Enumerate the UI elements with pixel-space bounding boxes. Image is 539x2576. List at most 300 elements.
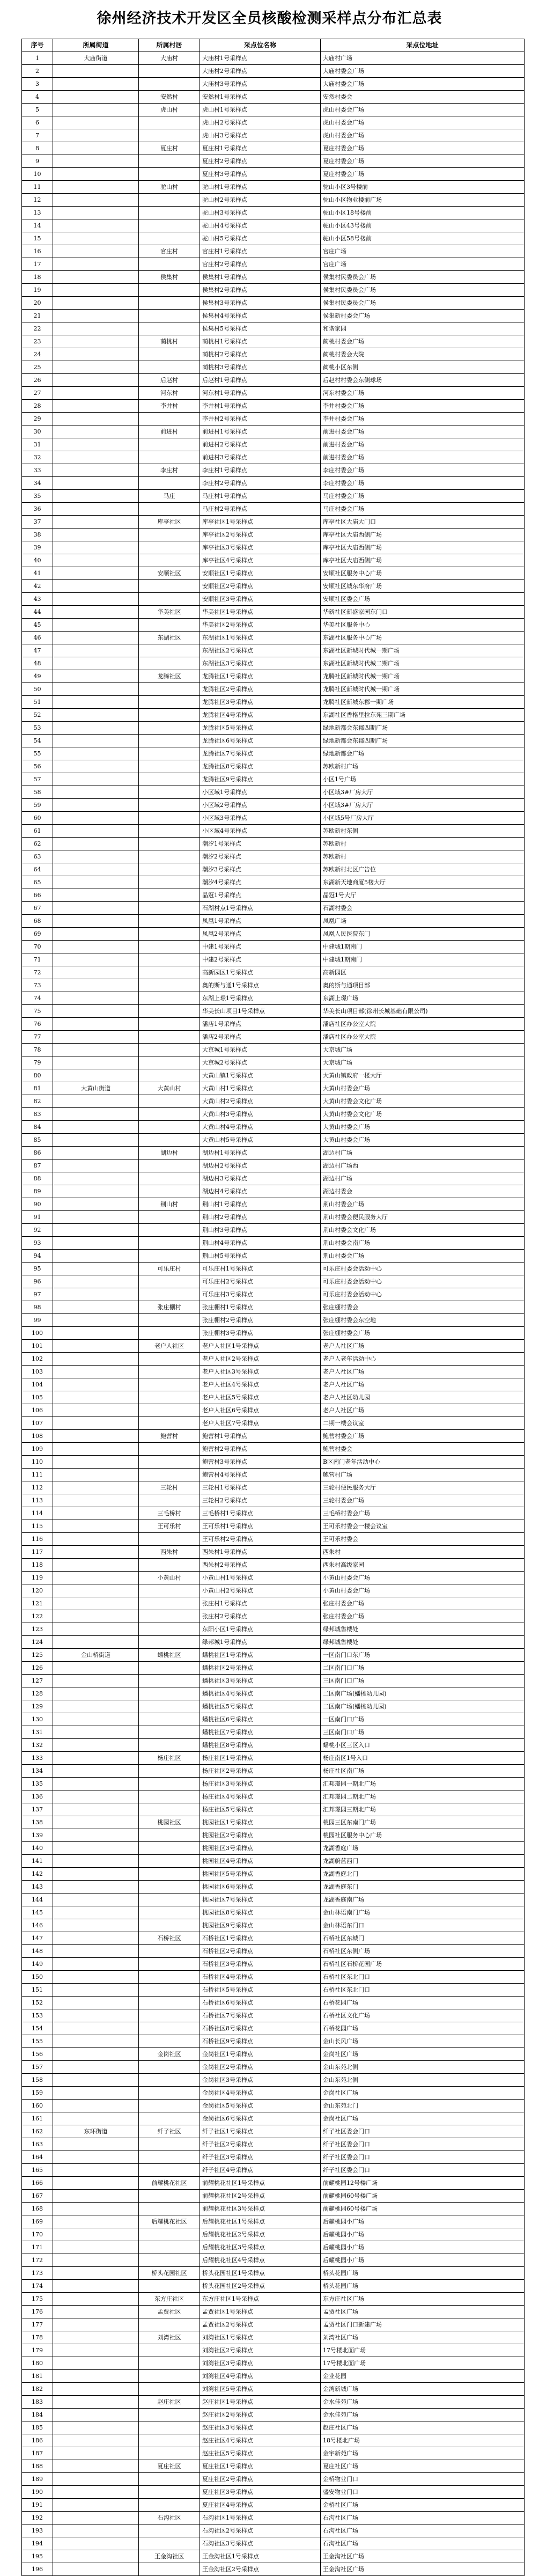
cell-village <box>139 1610 200 1623</box>
cell-point-name: 驼山村4号采样点 <box>200 219 321 232</box>
table-row <box>22 2293 525 2306</box>
cell-village <box>139 2203 200 2215</box>
table-row <box>22 1971 525 1984</box>
cell-village <box>139 65 200 78</box>
cell-street <box>53 310 139 322</box>
table-row <box>22 1005 525 1018</box>
cell-point-address: 龙湖香庭南广场 <box>321 1894 525 1906</box>
cell-point-address: 夏庄社区广场 <box>321 2460 525 2473</box>
cell-street <box>53 2138 139 2151</box>
table-row <box>22 1353 525 1366</box>
cell-street <box>53 1185 139 1198</box>
cell-point-address: 纤子社区委会门口 <box>321 2164 525 2177</box>
cell-point-name: 赵庄社区4号采样点 <box>200 2434 321 2447</box>
cell-point-address: 桃园三区东南门广场 <box>321 1816 525 1829</box>
cell-point-address: 王可乐村委会一楼会议室 <box>321 1520 525 1533</box>
cell-street <box>53 953 139 966</box>
cell-point-address: 驼山小区3号楼前 <box>321 181 525 194</box>
cell-point-name: 夏庄村3号采样点 <box>200 168 321 181</box>
cell-point-address: 潘店社区办公室大院 <box>321 1031 525 1044</box>
header-serial: 序号 <box>22 39 53 52</box>
cell-village <box>139 116 200 129</box>
table-row <box>22 1469 525 1481</box>
cell-point-address: 蔺桃小区东侧 <box>321 361 525 374</box>
cell-street <box>53 2499 139 2512</box>
cell-village <box>139 2447 200 2460</box>
cell-street <box>53 335 139 348</box>
cell-village <box>139 2486 200 2499</box>
cell-street <box>53 1018 139 1031</box>
cell-point-name: 华美社区2号采样点 <box>200 619 321 632</box>
cell-point-name: 可乐庄村2号采样点 <box>200 1275 321 1288</box>
table-row <box>22 850 525 863</box>
table-row <box>22 2138 525 2151</box>
cell-serial: 107 <box>22 1417 53 1430</box>
cell-point-name: 老户人社区7号采样点 <box>200 1417 321 1430</box>
table-row <box>22 1829 525 1842</box>
cell-point-name: 蟠桃社区6号采样点 <box>200 1713 321 1726</box>
cell-serial: 66 <box>22 889 53 902</box>
cell-point-name: 鲍营村1号采样点 <box>200 1430 321 1443</box>
cell-point-name: 纤子社区4号采样点 <box>200 2164 321 2177</box>
cell-village: 小黄山村 <box>139 1572 200 1584</box>
table-row <box>22 1288 525 1301</box>
table-row <box>22 155 525 168</box>
table-row <box>22 400 525 413</box>
cell-street <box>53 1250 139 1263</box>
cell-village <box>139 168 200 181</box>
cell-street <box>53 1134 139 1147</box>
cell-serial: 148 <box>22 1945 53 1958</box>
cell-village <box>139 1855 200 1868</box>
cell-village: 驼山村 <box>139 181 200 194</box>
cell-point-name: 后赵村1号采样点 <box>200 374 321 387</box>
table-row <box>22 2344 525 2357</box>
cell-point-address: 可乐庄村委会活动中心 <box>321 1263 525 1275</box>
table-row <box>22 2074 525 2087</box>
cell-village <box>139 1997 200 2009</box>
cell-street <box>53 2048 139 2061</box>
table-row <box>22 554 525 567</box>
cell-serial: 92 <box>22 1224 53 1237</box>
cell-point-name: 桃园社区5号采样点 <box>200 1868 321 1881</box>
cell-serial: 44 <box>22 606 53 619</box>
cell-point-name: 老户人社区3号采样点 <box>200 1366 321 1378</box>
cell-village <box>139 1456 200 1469</box>
table-row <box>22 1301 525 1314</box>
table-row <box>22 709 525 722</box>
cell-street <box>53 580 139 593</box>
cell-point-address: 龙腾社区新城东郡一期广场 <box>321 696 525 709</box>
cell-point-name: 荆山村1号采样点 <box>200 1198 321 1211</box>
cell-village: 金岗社区 <box>139 2048 200 2061</box>
cell-serial: 154 <box>22 2022 53 2035</box>
cell-village: 大黄山村 <box>139 1082 200 1095</box>
cell-point-address: 王可乐村委会 <box>321 1533 525 1546</box>
cell-point-name: 金岗社区2号采样点 <box>200 2061 321 2074</box>
cell-point-address: 前进村委会广场 <box>321 425 525 438</box>
table-row <box>22 1894 525 1906</box>
cell-point-address: 大庙村委会广场 <box>321 65 525 78</box>
header-point-address: 采点位地址 <box>321 39 525 52</box>
cell-point-address: 汇邦璟园三期北广场 <box>321 1803 525 1816</box>
table-row <box>22 580 525 593</box>
cell-point-address: 大庙村委会广场 <box>321 78 525 91</box>
cell-street <box>53 541 139 554</box>
cell-street <box>53 1095 139 1108</box>
cell-street <box>53 2215 139 2228</box>
cell-serial: 3 <box>22 78 53 91</box>
table-row <box>22 2473 525 2486</box>
cell-point-address: 石桥社区东北门口 <box>321 1984 525 1997</box>
cell-street <box>53 361 139 374</box>
cell-point-name: 官庄村2号采样点 <box>200 258 321 271</box>
table-row <box>22 1507 525 1520</box>
cell-village: 湖边村 <box>139 1147 200 1159</box>
cell-village <box>139 1469 200 1481</box>
cell-village <box>139 232 200 245</box>
table-row <box>22 1662 525 1675</box>
cell-village <box>139 2537 200 2550</box>
cell-village <box>139 1739 200 1752</box>
cell-point-address: 小区1号广场 <box>321 773 525 786</box>
cell-serial: 157 <box>22 2061 53 2074</box>
table-row <box>22 2357 525 2370</box>
cell-street <box>53 1894 139 1906</box>
cell-point-address: 马庄村委会广场 <box>321 503 525 516</box>
cell-serial: 176 <box>22 2306 53 2318</box>
cell-street <box>53 941 139 953</box>
cell-point-address: 晶冠1号大厅 <box>321 889 525 902</box>
cell-point-address: 金湾新城广场 <box>321 2383 525 2396</box>
cell-village <box>139 2280 200 2293</box>
cell-village <box>139 928 200 941</box>
cell-serial: 159 <box>22 2087 53 2100</box>
table-row <box>22 464 525 477</box>
table-row <box>22 232 525 245</box>
cell-street <box>53 1443 139 1456</box>
cell-street <box>53 2524 139 2537</box>
table-row <box>22 1263 525 1275</box>
cell-street <box>53 438 139 451</box>
cell-village <box>139 1288 200 1301</box>
cell-point-name: 夏庄村1号采样点 <box>200 142 321 155</box>
cell-street <box>53 1263 139 1275</box>
cell-village <box>139 2164 200 2177</box>
cell-serial: 57 <box>22 773 53 786</box>
cell-point-name: 小区域2号采样点 <box>200 799 321 812</box>
cell-point-address: 荆山村委会文化广场 <box>321 1224 525 1237</box>
cell-village: 东方庄社区 <box>139 2293 200 2306</box>
table-row <box>22 1623 525 1636</box>
cell-street <box>53 477 139 490</box>
cell-serial: 158 <box>22 2074 53 2087</box>
cell-street <box>53 1572 139 1584</box>
cell-point-name: 龙腾社区2号采样点 <box>200 683 321 696</box>
cell-street <box>53 1391 139 1404</box>
table-row <box>22 2512 525 2524</box>
cell-street <box>53 1842 139 1855</box>
cell-village <box>139 709 200 722</box>
table-header-row <box>22 39 525 52</box>
cell-point-name: 老户人社区5号采样点 <box>200 1391 321 1404</box>
cell-point-address: 二期一楼会议室 <box>321 1417 525 1430</box>
cell-village <box>139 2035 200 2048</box>
cell-village: 王金沟社区 <box>139 2550 200 2563</box>
cell-point-address: 东湖社区香格里拉东苑三期广场 <box>321 709 525 722</box>
cell-point-address: 石桥花园广场 <box>321 1997 525 2009</box>
table-row <box>22 928 525 941</box>
cell-serial: 163 <box>22 2138 53 2151</box>
cell-serial: 175 <box>22 2293 53 2306</box>
cell-village <box>139 1494 200 1507</box>
cell-serial: 40 <box>22 554 53 567</box>
cell-point-name: 大黄山村5号采样点 <box>200 1134 321 1147</box>
cell-street: 东环街道 <box>53 2125 139 2138</box>
cell-street <box>53 2009 139 2022</box>
cell-point-name: 纤子社区2号采样点 <box>200 2138 321 2151</box>
cell-serial: 104 <box>22 1378 53 1391</box>
cell-point-name: 李庄村1号采样点 <box>200 464 321 477</box>
cell-street <box>53 2318 139 2331</box>
cell-point-address: 金山东苑北侧 <box>321 2074 525 2087</box>
cell-point-name: 三轮村1号采样点 <box>200 1481 321 1494</box>
cell-point-name: 龙腾社区8号采样点 <box>200 760 321 773</box>
cell-serial: 88 <box>22 1172 53 1185</box>
cell-street <box>53 490 139 503</box>
cell-village: 老户人社区 <box>139 1340 200 1353</box>
cell-point-address: 石桥花园广场 <box>321 2022 525 2035</box>
cell-point-address: 大黄山村委会文化广场 <box>321 1108 525 1121</box>
cell-village <box>139 2138 200 2151</box>
cell-point-name: 虎山村3号采样点 <box>200 129 321 142</box>
cell-village <box>139 1984 200 1997</box>
cell-serial: 72 <box>22 966 53 979</box>
cell-street <box>53 2344 139 2357</box>
cell-point-name: 潮汐4号采样点 <box>200 876 321 889</box>
cell-street <box>53 1687 139 1700</box>
cell-point-name: 杨庄社区5号采样点 <box>200 1803 321 1816</box>
cell-street <box>53 812 139 825</box>
cell-street <box>53 889 139 902</box>
table-row <box>22 1739 525 1752</box>
cell-point-name: 刘湾社区3号采样点 <box>200 2357 321 2370</box>
table-row <box>22 1366 525 1378</box>
table-row <box>22 1984 525 1997</box>
cell-street <box>53 1327 139 1340</box>
cell-point-name: 石桥社区1号采样点 <box>200 1932 321 1945</box>
cell-village <box>139 258 200 271</box>
table-row <box>22 91 525 104</box>
cell-street <box>53 2357 139 2370</box>
cell-serial: 49 <box>22 670 53 683</box>
cell-village <box>139 1829 200 1842</box>
table-row <box>22 2499 525 2512</box>
table-row <box>22 2486 525 2499</box>
cell-serial: 108 <box>22 1430 53 1443</box>
cell-point-address: 小区域3#厂房大厅 <box>321 786 525 799</box>
cell-serial: 143 <box>22 1881 53 1894</box>
cell-point-address: 李井村委会广场 <box>321 400 525 413</box>
cell-point-address: 李庄村委会广场 <box>321 464 525 477</box>
cell-serial: 9 <box>22 155 53 168</box>
cell-street <box>53 2035 139 2048</box>
cell-serial: 130 <box>22 1713 53 1726</box>
cell-street <box>53 722 139 735</box>
cell-serial: 170 <box>22 2228 53 2241</box>
cell-point-name: 高新园区1号采样点 <box>200 966 321 979</box>
cell-point-address: 湖边村广场 <box>321 1147 525 1159</box>
cell-point-name: 荆山村2号采样点 <box>200 1211 321 1224</box>
cell-street <box>53 348 139 361</box>
cell-point-name: 虎山村2号采样点 <box>200 116 321 129</box>
cell-point-name: 张庄棚村1号采样点 <box>200 1301 321 1314</box>
table-row <box>22 657 525 670</box>
table-row <box>22 1855 525 1868</box>
cell-point-name: 石桥社区4号采样点 <box>200 1971 321 1984</box>
cell-street <box>53 735 139 747</box>
cell-village <box>139 1765 200 1778</box>
cell-street: 大黄山街道 <box>53 1082 139 1095</box>
cell-point-address: 纤子社区委会门口 <box>321 2125 525 2138</box>
cell-point-name: 老户人社区2号采样点 <box>200 1353 321 1366</box>
table-row <box>22 1546 525 1559</box>
cell-serial: 10 <box>22 168 53 181</box>
cell-street <box>53 1211 139 1224</box>
cell-point-address: 石沟社区广场 <box>321 2512 525 2524</box>
cell-serial: 135 <box>22 1778 53 1790</box>
table-row <box>22 1945 525 1958</box>
cell-point-name: 龙腾社区1号采样点 <box>200 670 321 683</box>
cell-point-name: 桃园社区8号采样点 <box>200 1906 321 1919</box>
cell-point-address: 安顺社区城东华府广场 <box>321 580 525 593</box>
cell-serial: 115 <box>22 1520 53 1533</box>
cell-point-name: 蔺桃村1号采样点 <box>200 335 321 348</box>
cell-point-name: 赵庄社区3号采样点 <box>200 2421 321 2434</box>
cell-point-address: 大庙村广场 <box>321 52 525 65</box>
cell-point-name: 小黄山村2号采样点 <box>200 1584 321 1597</box>
cell-village <box>139 554 200 567</box>
cell-serial: 144 <box>22 1894 53 1906</box>
cell-village <box>139 593 200 606</box>
cell-point-address: 东湖社区服务中心广场 <box>321 632 525 644</box>
cell-point-address: 中建城1期南门 <box>321 941 525 953</box>
cell-point-address: 小黄山村委会广场 <box>321 1584 525 1597</box>
cell-point-name: 王金沟社区2号采样点 <box>200 2563 321 2576</box>
cell-point-address: 17号楼北面广场 <box>321 2344 525 2357</box>
cell-street <box>53 387 139 400</box>
cell-point-address: 金山长风广场 <box>321 2035 525 2048</box>
cell-point-name: 石桥社区9号采样点 <box>200 2035 321 2048</box>
cell-village: 李井村 <box>139 400 200 413</box>
cell-serial: 98 <box>22 1301 53 1314</box>
cell-point-address: 前进村委会广场 <box>321 438 525 451</box>
cell-point-name: 夏庄社区1号采样点 <box>200 2460 321 2473</box>
cell-point-address: 河东村委会广场 <box>321 387 525 400</box>
cell-street <box>53 1662 139 1675</box>
cell-street <box>53 1340 139 1353</box>
cell-street <box>53 2022 139 2035</box>
cell-serial: 194 <box>22 2537 53 2550</box>
cell-serial: 152 <box>22 1997 53 2009</box>
cell-village: 荆山村 <box>139 1198 200 1211</box>
cell-point-name: 东湖社区1号采样点 <box>200 632 321 644</box>
cell-street <box>53 2164 139 2177</box>
cell-village: 西朱村 <box>139 1546 200 1559</box>
cell-village <box>139 1790 200 1803</box>
cell-street <box>53 2486 139 2499</box>
cell-village <box>139 799 200 812</box>
cell-street <box>53 2280 139 2293</box>
cell-street <box>53 1314 139 1327</box>
cell-point-name: 老户人社区6号采样点 <box>200 1404 321 1417</box>
table-row <box>22 1765 525 1778</box>
table-row <box>22 1275 525 1288</box>
cell-street <box>53 1224 139 1237</box>
cell-village <box>139 941 200 953</box>
cell-street <box>53 2293 139 2306</box>
cell-village <box>139 1713 200 1726</box>
cell-point-address: 前进村委会广场 <box>321 451 525 464</box>
cell-point-address: 湖边村广场 <box>321 1172 525 1185</box>
cell-street <box>53 451 139 464</box>
cell-village: 夏庄社区 <box>139 2460 200 2473</box>
cell-point-name: 小区域3号采样点 <box>200 812 321 825</box>
cell-village <box>139 1069 200 1082</box>
cell-point-address: 湖边村委会 <box>321 1185 525 1198</box>
cell-street <box>53 902 139 915</box>
cell-serial: 134 <box>22 1765 53 1778</box>
table-row <box>22 2228 525 2241</box>
cell-point-address: 张庄棚村委会 <box>321 1301 525 1314</box>
cell-point-name: 潘店1号采样点 <box>200 1018 321 1031</box>
table-row <box>22 1198 525 1211</box>
cell-village <box>139 310 200 322</box>
table-row <box>22 606 525 619</box>
cell-village <box>139 78 200 91</box>
cell-serial: 19 <box>22 284 53 297</box>
cell-village <box>139 194 200 207</box>
cell-point-address: 孟贾社区广场 <box>321 2306 525 2318</box>
cell-serial: 101 <box>22 1340 53 1353</box>
cell-village <box>139 1353 200 1366</box>
cell-point-address: 赵庄社区广场 <box>321 2421 525 2434</box>
cell-point-name: 侯集村5号采样点 <box>200 322 321 335</box>
cell-point-name: 刘湾社区4号采样点 <box>200 2370 321 2383</box>
cell-serial: 162 <box>22 2125 53 2138</box>
cell-serial: 151 <box>22 1984 53 1997</box>
cell-street <box>53 1765 139 1778</box>
cell-serial: 177 <box>22 2318 53 2331</box>
table-row <box>22 1726 525 1739</box>
table-row <box>22 1250 525 1263</box>
table-row <box>22 1687 525 1700</box>
cell-serial: 113 <box>22 1494 53 1507</box>
cell-point-name: 小黄山村1号采样点 <box>200 1572 321 1584</box>
table-row <box>22 1134 525 1147</box>
cell-serial: 14 <box>22 219 53 232</box>
cell-village <box>139 1005 200 1018</box>
cell-serial: 79 <box>22 1056 53 1069</box>
cell-point-address: 老户人社区广场 <box>321 1378 525 1391</box>
cell-serial: 142 <box>22 1868 53 1881</box>
cell-point-address: 鲍营村委会广场 <box>321 1430 525 1443</box>
table-row <box>22 258 525 271</box>
cell-serial: 21 <box>22 310 53 322</box>
cell-point-address: 前耀桃园60号楼广场 <box>321 2190 525 2203</box>
cell-point-name: 绿邦城1号采样点 <box>200 1636 321 1649</box>
cell-point-name: 石桥社区8号采样点 <box>200 2022 321 2035</box>
